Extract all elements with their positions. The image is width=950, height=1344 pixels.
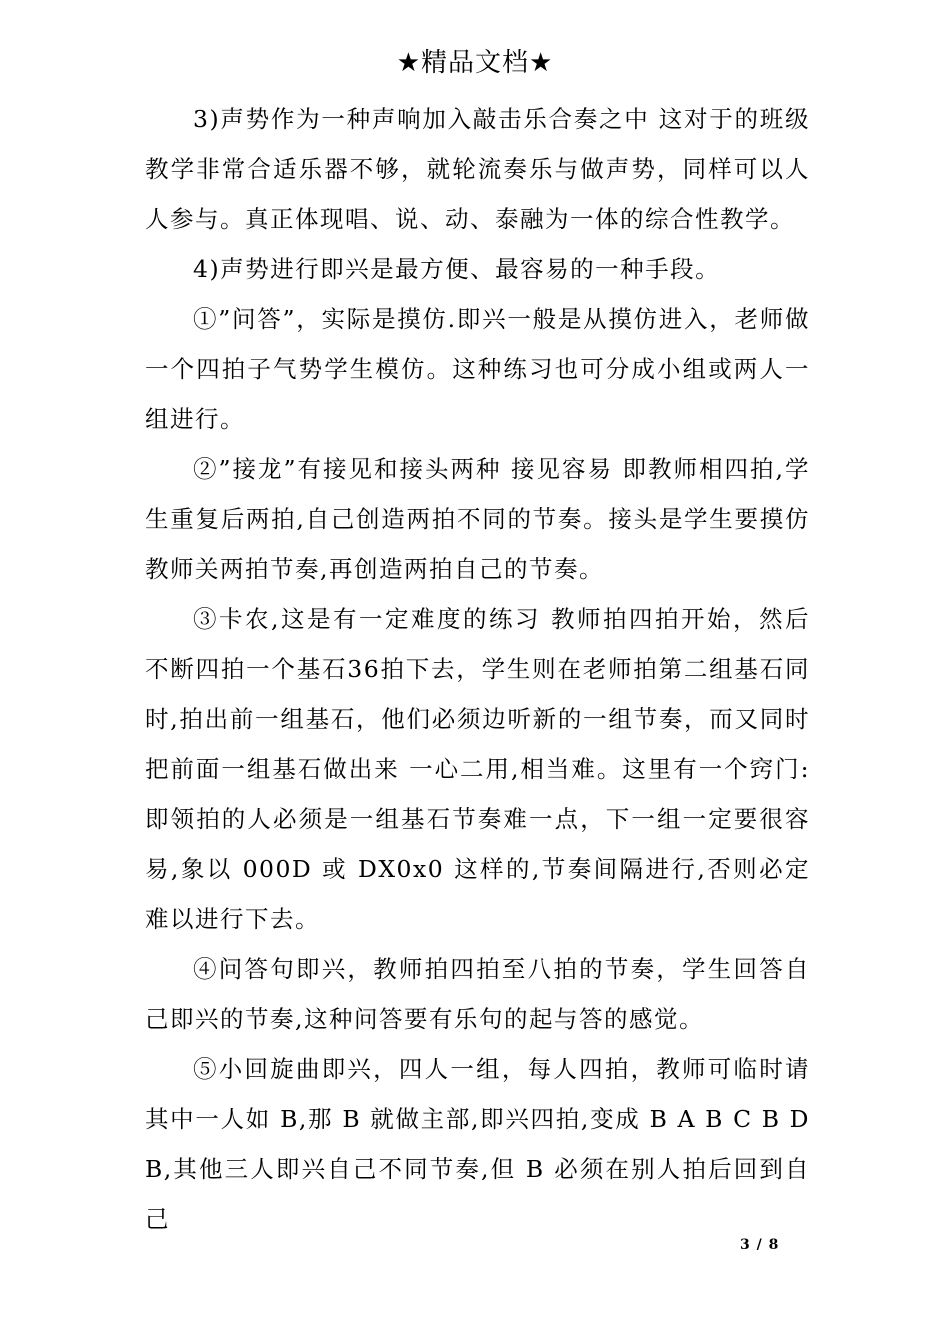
page-header-title: ★精品文档★ xyxy=(396,48,554,78)
paragraph-2: 4)声势进行即兴是最方便、最容易的一种手段。 xyxy=(193,255,721,283)
paragraph-6: ④问答句即兴，教师拍四拍至八拍的节奏，学生回答自己即兴的节奏,这种问答要有乐句的起与答的感觉。 xyxy=(145,955,810,1033)
document-body xyxy=(145,94,810,1244)
page-number: 3 / 8 xyxy=(740,1237,780,1253)
paragraph-1: 3)声势作为一种声响加入敲击乐合奏之中 这对于的班级教学非常合适乐器不够，就轮流奏乐与做声势，同样可以人人参与。真正体现唱、说、动、泰融为一体的综合性教学。 xyxy=(145,105,810,233)
paragraph-5: ③卡农,这是有一定难度的练习 教师拍四拍开始，然后不断四拍一个基石36拍下去，学生则在老师拍第二组基石同时,拍出前一组基石，他们必须边听新的一组节奏，而又同时把前面一组基石做出来 一心二用,相当难。这里有一个窍门:即领拍的人必须是一组基石节奏难一点，下一组一定要很容易,象以 000D 或 DX0x0 这样的,节奏间隔进行,否则必定难以进行下去。 xyxy=(145,605,810,933)
paragraph-4: ②”接龙”有接见和接头两种 接见容易 即教师相四拍,学生重复后两拍,自己创造两拍不同的节奏。接头是学生要摸仿教师关两拍节奏,再创造两拍自己的节奏。 xyxy=(145,455,810,583)
paragraph-3: ①”问答”，实际是摸仿.即兴一般是从摸仿进入，老师做一个四拍子气势学生模仿。这种练习也可分成小组或两人一组进行。 xyxy=(145,305,810,433)
paragraph-7: ⑤小回旋曲即兴，四人一组，每人四拍，教师可临时请其中一人如 B,那 B 就做主部,即兴四拍,变成 B A B C B D B,其他三人即兴自己不同节奏,但 B 必须在别人拍后回到自己 xyxy=(145,1055,810,1233)
